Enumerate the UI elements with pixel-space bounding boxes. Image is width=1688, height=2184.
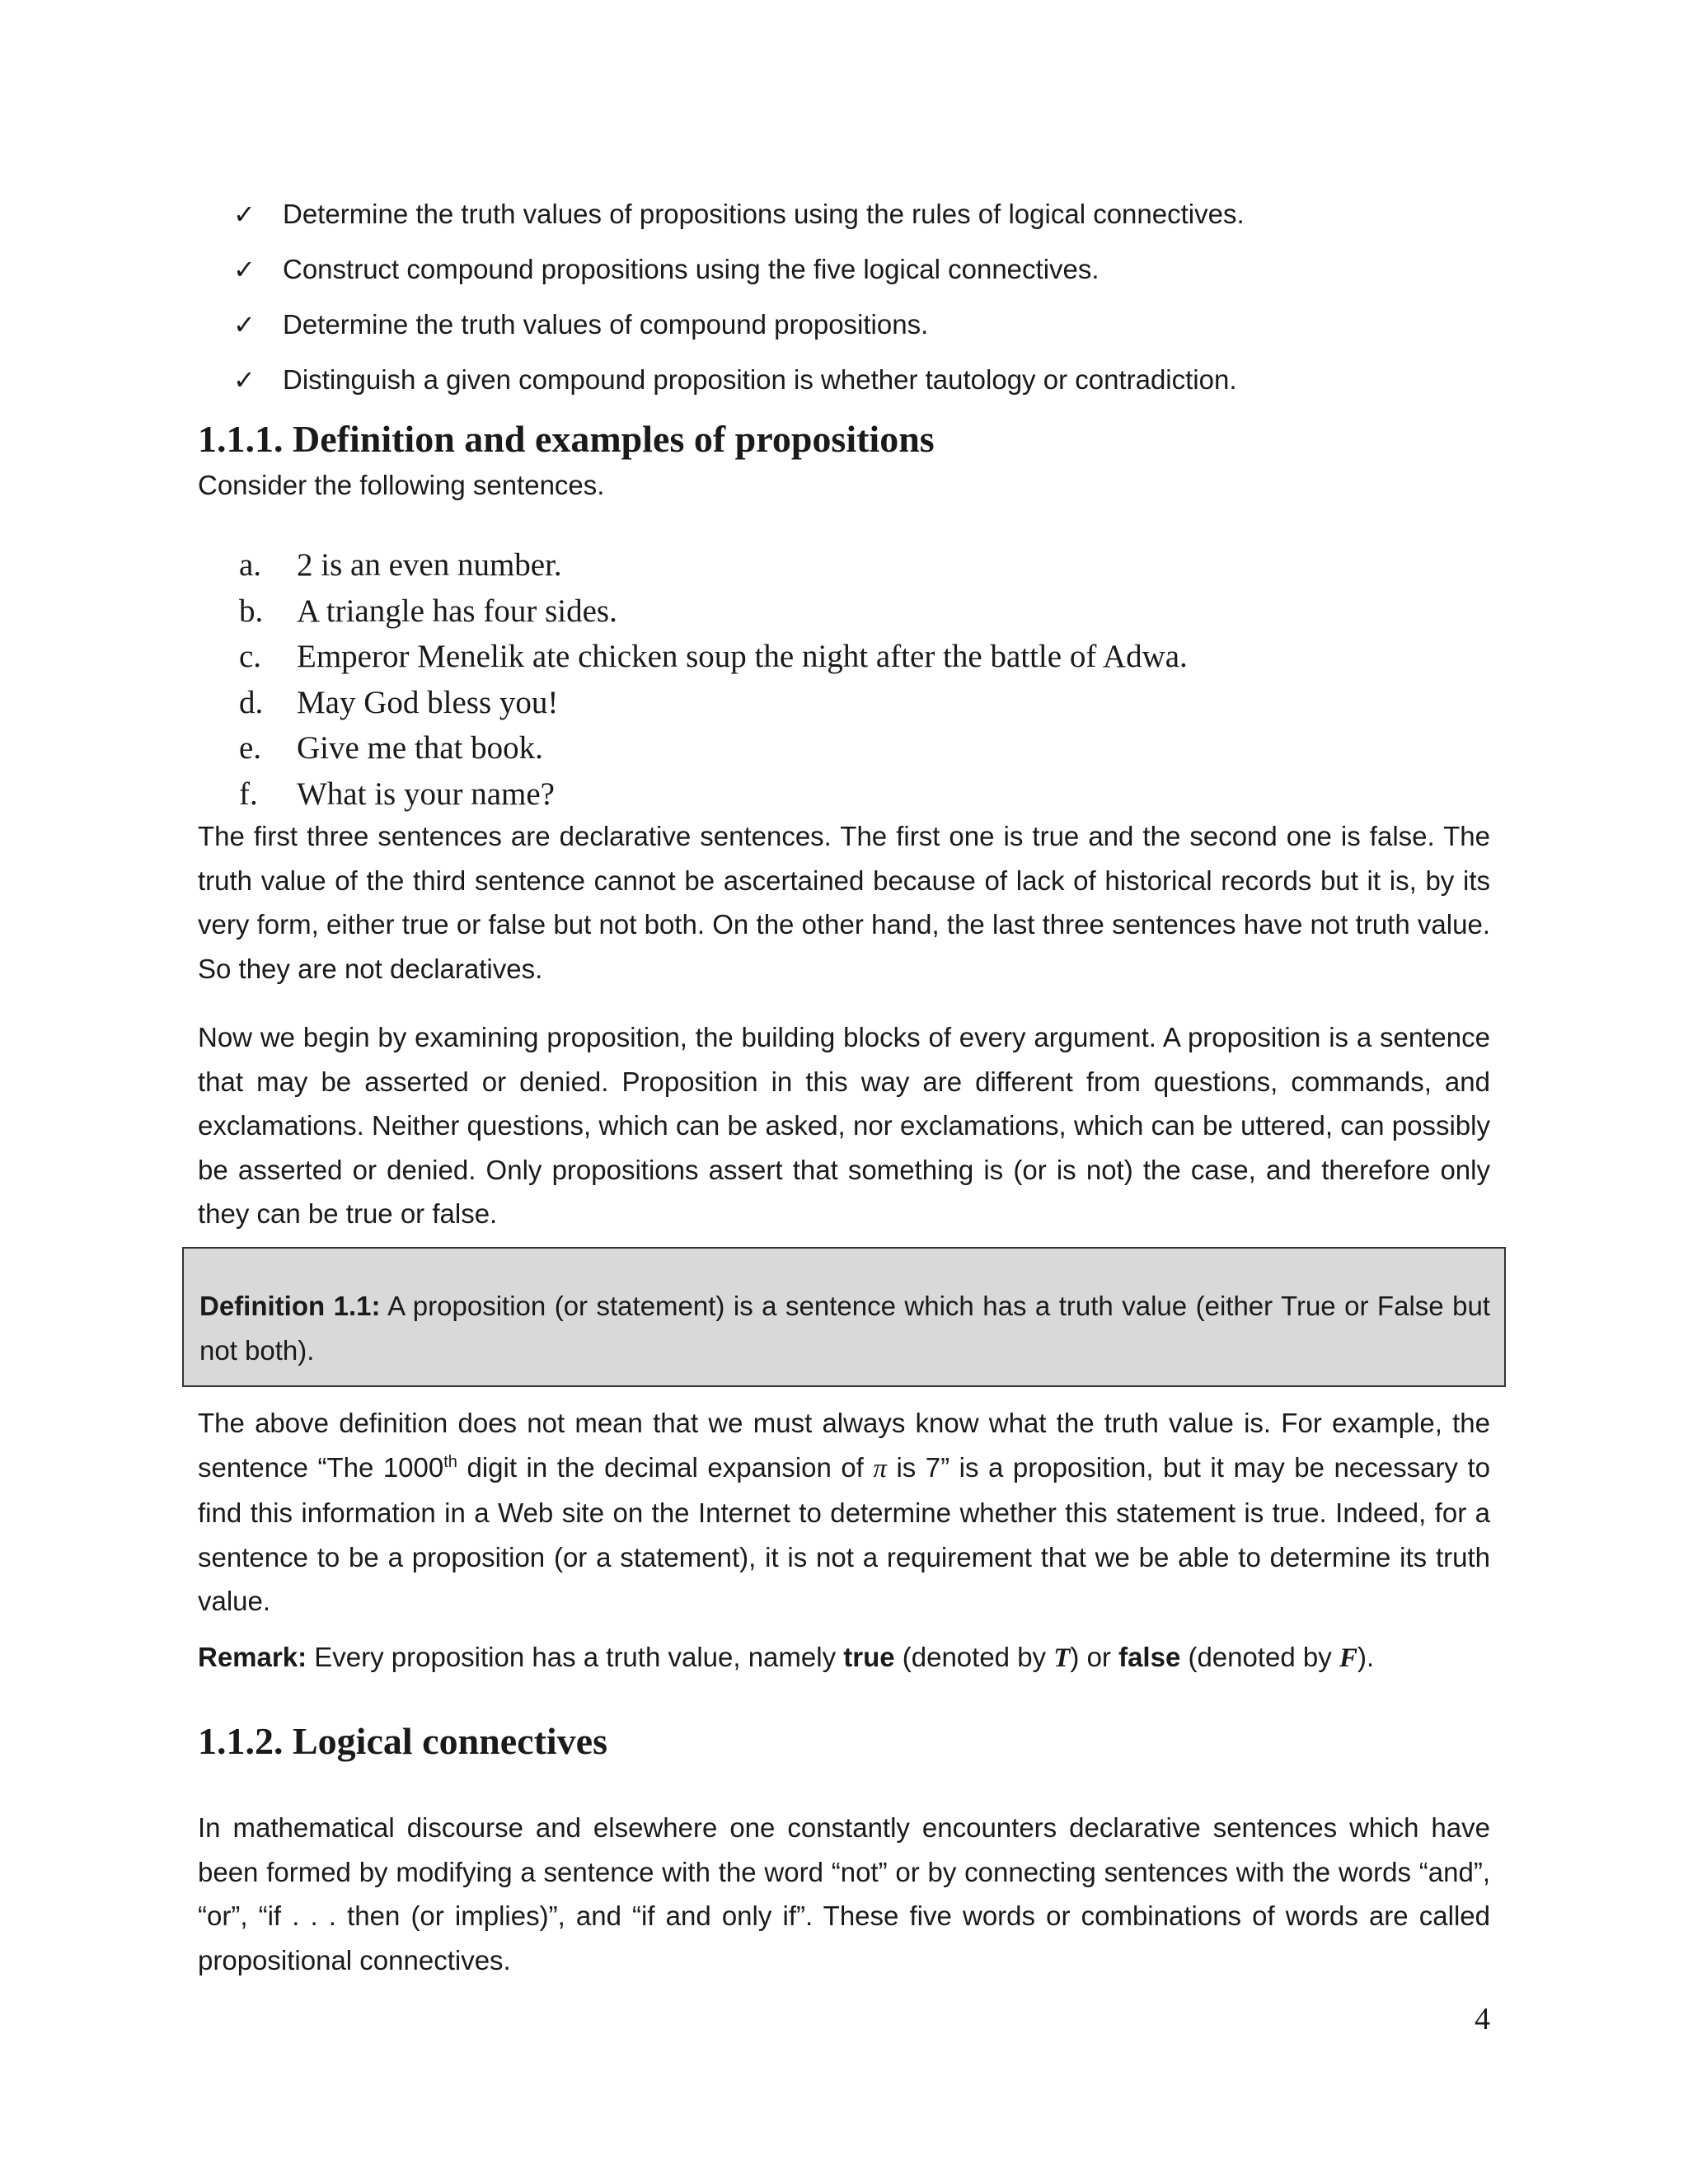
definition-label: Definition 1.1: — [199, 1291, 381, 1321]
paragraph-propositions: Now we begin by examining proposition, the building blocks of every argument. A proposition is a sentence that may be asserted or denied. Proposition in this way are different from questions, commands, and exclamations. Neither questions, which can be asked, nor exclamations, which can be uttered, can possibly be asserted or denied. Only propositions assert that something is (or is not) the case, and therefore only they can be true or false. — [198, 1022, 1490, 1229]
remark-text: (denoted by — [894, 1642, 1054, 1672]
example-letter: a. — [239, 547, 262, 583]
objective-text: Determine the truth values of compound propositions. — [283, 309, 929, 340]
example-letter: d. — [239, 684, 264, 720]
example-text: May God bless you! — [297, 684, 559, 720]
superscript-th: th — [443, 1452, 457, 1471]
objective-text: Construct compound propositions using the five logical connectives. — [283, 254, 1100, 284]
example-letter: c. — [239, 639, 262, 674]
remark-text: Every proposition has a truth value, namely — [307, 1642, 844, 1672]
checkmark-icon: ✓ — [233, 364, 256, 396]
objective-text: Distinguish a given compound proposition is whether tautology or contradiction. — [283, 364, 1237, 395]
example-text: Give me that book. — [297, 730, 543, 766]
section-heading-connectives: 1.1.2. Logical connectives — [198, 1720, 607, 1762]
remark-text: ) or — [1070, 1642, 1119, 1672]
objective-item — [233, 251, 1552, 307]
remark-true: true — [843, 1642, 895, 1672]
paragraph-truth-value — [198, 1401, 1490, 1624]
objective-item — [233, 307, 1552, 362]
remark-false: false — [1118, 1642, 1181, 1672]
objective-text: Determine the truth values of propositions using the rules of logical connectives. — [283, 199, 1245, 229]
example-item — [239, 542, 1188, 588]
remark — [198, 1642, 1374, 1674]
objectives-checklist — [233, 196, 1552, 417]
example-item — [239, 771, 1188, 818]
example-sentences-list — [239, 542, 1188, 817]
paragraph-text: is 7” is a proposition, but it may be necessary to find this information in a Web site on the Internet to determine whether this statement is true. Indeed, for a sentence to be a proposition (or a statement), it is not a requirement that we be able to determine its truth value. — [198, 1451, 1490, 1616]
remark-label: Remark: — [198, 1642, 307, 1672]
symbol-F: F — [1339, 1643, 1357, 1673]
section-heading-definitions: 1.1.1. Definition and examples of propositions — [198, 418, 935, 460]
checkmark-icon: ✓ — [233, 309, 256, 340]
example-item — [239, 680, 1188, 726]
intro-sentence: Consider the following sentences. — [198, 470, 605, 500]
paragraph-declaratives: The first three sentences are declarative sentences. The first one is true and the second one is false. The truth value of the third sentence cannot be ascertained because of lack of historical records but it is, by its very form, either true or false but not both. On the other hand, the last three sentences have not truth value. So they are not declaratives. — [198, 821, 1490, 984]
checkmark-icon: ✓ — [233, 254, 256, 285]
example-text: What is your name? — [297, 776, 555, 812]
example-letter: b. — [239, 593, 264, 629]
objective-item — [233, 196, 1552, 251]
paragraph-text: digit in the decimal expansion of — [457, 1451, 874, 1483]
example-item — [239, 634, 1188, 680]
page-number: 4 — [1475, 2002, 1490, 2036]
example-item — [239, 725, 1188, 771]
paragraph-connectives: In mathematical discourse and elsewhere one constantly encounters declarative sentences which have been formed by modifying a sentence with the word “not” or by connecting sentences with the words “and”, “or”, “if . . . then (or implies)”, and “if and only if”. These five words or combinations of words are called propositional connectives. — [198, 1812, 1490, 1975]
definition-text: A proposition (or statement) is a sentence which has a truth value (either True or False but not both). — [199, 1291, 1490, 1366]
example-text: 2 is an even number. — [297, 547, 562, 583]
example-text: Emperor Menelik ate chicken soup the night after the battle of Adwa. — [297, 639, 1188, 674]
example-letter: f. — [239, 776, 258, 812]
objective-item — [233, 362, 1552, 417]
remark-text: (denoted by — [1180, 1642, 1339, 1672]
definition-box — [182, 1247, 1506, 1387]
symbol-T: T — [1053, 1643, 1071, 1673]
example-text: A triangle has four sides. — [297, 593, 617, 629]
pi-symbol: π — [873, 1453, 887, 1483]
example-letter: e. — [239, 730, 262, 766]
checkmark-icon: ✓ — [233, 199, 256, 230]
definition-paragraph — [199, 1284, 1490, 1372]
remark-text: ). — [1357, 1642, 1375, 1672]
example-item — [239, 588, 1188, 635]
paragraph-text: The above definition does not mean that we must always know what the truth value is. For example, the sentence “The 1000 — [198, 1408, 1490, 1483]
